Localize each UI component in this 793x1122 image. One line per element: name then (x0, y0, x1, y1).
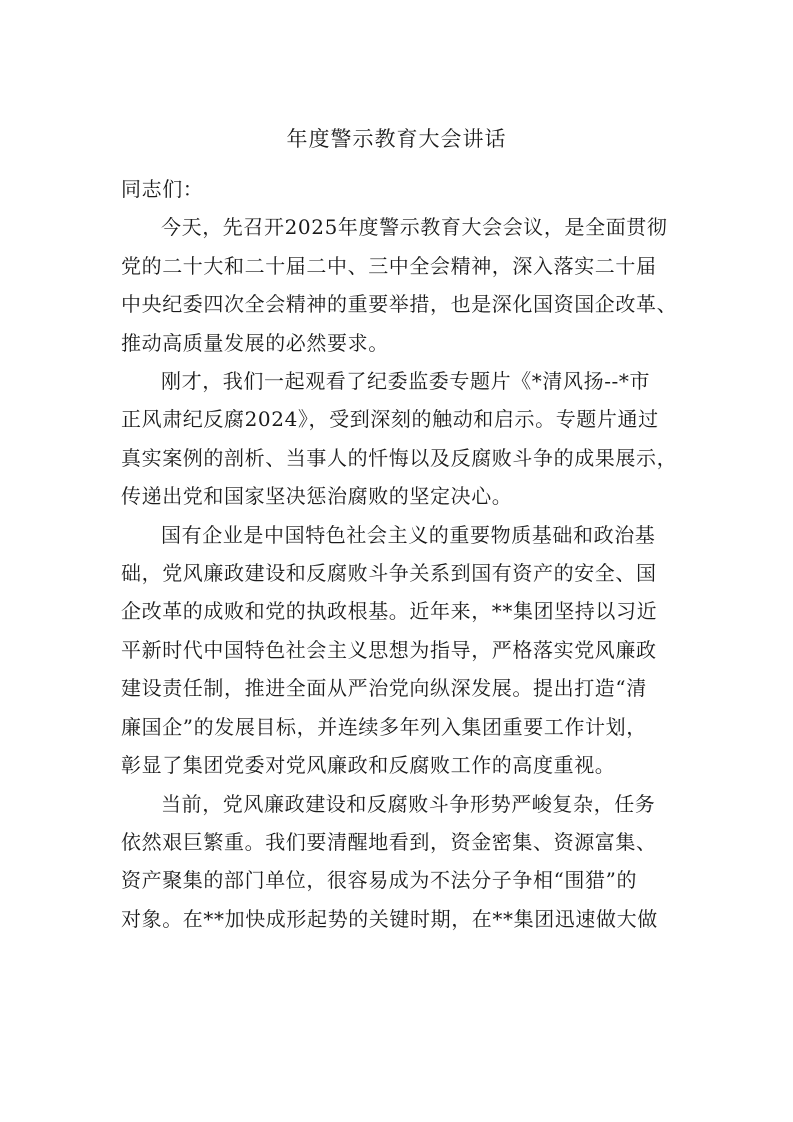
paragraph-line: 党的二十大和二十届二中、三中全会精神，深入落实二十届 (121, 253, 657, 278)
paragraph-line: 传递出党和国家坚决惩治腐败的坚定决心。 (121, 484, 513, 509)
document-body (121, 170, 681, 938)
paragraph-line: 今天，先召开2025年度警示教育大会会议，是全面贯彻 (161, 215, 668, 240)
paragraph-line: 廉国企”的发展目标，并连续多年列入集团重要工作计划， (121, 714, 647, 739)
paragraph-line: 对象。在**加快成形起势的关键时期，在**集团迅速做大做 (121, 906, 658, 931)
document-title: 年度警示教育大会讲话 (286, 127, 507, 151)
paragraph-line: 础，党风廉政建设和反腐败斗争关系到国有资产的安全、国 (121, 561, 657, 586)
paragraph-line: 推动高质量发展的必然要求。 (121, 330, 389, 355)
paragraph-line: 当前，党风廉政建设和反腐败斗争形势严峻复杂，任务 (161, 791, 656, 816)
paragraph-line: 刚才，我们一起观看了纪委监委专题片《*清风扬--*市 (161, 369, 651, 394)
salutation: 同志们： (121, 177, 204, 201)
paragraph-line: 彰显了集团党委对党风廉政和反腐败工作的高度重视。 (121, 753, 616, 778)
paragraph-line: 真实案例的剖析、当事人的忏悔以及反腐败斗争的成果展示， (121, 445, 678, 470)
paragraph-4 (121, 785, 681, 939)
paragraph-3 (121, 516, 681, 785)
paragraph-line: 建设责任制，推进全面从严治党向纵深发展。提出打造“清 (121, 676, 647, 701)
paragraph-line: 企改革的成败和党的执政根基。近年来，**集团坚持以习近 (121, 599, 658, 624)
paragraph-1 (121, 208, 681, 362)
paragraph-line: 资产聚集的部门单位，很容易成为不法分子争相“围猎”的 (121, 868, 638, 893)
paragraph-line: 平新时代中国特色社会主义思想为指导，严格落实党风廉政 (121, 637, 657, 662)
paragraph-line: 国有企业是中国特色社会主义的重要物质基础和政治基 (161, 522, 656, 547)
paragraph-line: 中央纪委四次全会精神的重要举措，也是深化国资国企改革、 (121, 292, 678, 317)
paragraph-2 (121, 362, 681, 516)
paragraph-line: 依然艰巨繁重。我们要清醒地看到，资金密集、资源富集、 (121, 829, 657, 854)
paragraph-line: 正风肃纪反腐2024》，受到深刻的触动和启示。专题片通过 (121, 407, 659, 432)
